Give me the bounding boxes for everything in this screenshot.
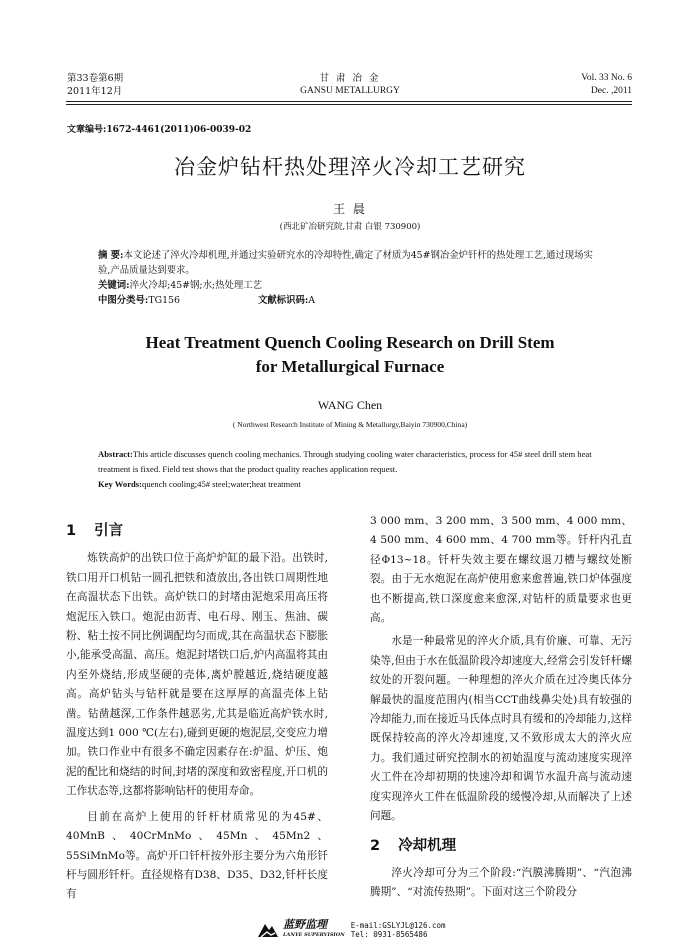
affiliation-en: ( Northwest Research Institute of Mining & Metallurgy,Baiyin 730900,China) <box>232 420 468 429</box>
abstract-cn-label: 摘 要: <box>98 250 124 261</box>
doc-code-label: 文献标识码: <box>257 295 309 306</box>
section-1-heading <box>66 522 328 541</box>
sponsor-name-en: LANYE SUPERVISION <box>283 932 345 938</box>
header-date-en: Dec. ,2011 <box>590 86 632 96</box>
body-column-left <box>66 512 328 905</box>
title-cn: 冶金炉钻杆热处理淬火冷却工艺研究 <box>174 155 526 179</box>
affiliation-cn: (西北矿冶研究院,甘肃 白银 730900) <box>279 222 421 232</box>
sponsor-logo-icon <box>257 921 279 939</box>
body-column-right <box>370 512 632 903</box>
paragraph-right-2: 水是一种最常见的淬火介质,具有价廉、可靠、无污染等,但由于水在低温阶段冷却速度大,经常会引发钎杆螺纹处的开裂问题。一种理想的淬火介质在过冷奥氏体分解最快的温度范围内(相当CCT曲线鼻尖处)具有较强的冷却能力,而在接近马氏体点时具有缓和的冷却能力,这样既保持较高的淬火冷却速度,又不致形成太大的淬火应力。我们通过研究控制水的初始温度与流动速度实现淬火工件在冷却初期的快速冷却和调节水温升高与流动速度实现淬火工件在低温阶段的缓慢冷却,从而解决了上述问题。 <box>370 635 632 823</box>
keywords-cn <box>98 278 600 293</box>
sponsor-name <box>283 919 345 941</box>
title-en-line2: for Metallurgical Furnace <box>255 357 445 376</box>
keywords-en-text: quench cooling;45# steel;water;heat treatment <box>142 479 301 489</box>
keywords-cn-text: 淬火冷却;45#钢;水;热处理工艺 <box>129 280 262 291</box>
abstract-cn-body <box>98 248 600 278</box>
header-date: 2011年12月 <box>67 86 123 97</box>
sponsor-tel: Tel: 0931-8565486 <box>350 930 428 939</box>
sponsor-email: E-mail:GSLYJL@126.com <box>350 921 446 930</box>
sponsor-contact <box>351 921 446 939</box>
class-label: 中图分类号: <box>98 295 149 306</box>
title-en-line1: Heat Treatment Quench Cooling Research on Drill Stem <box>145 333 555 352</box>
author-cn: 王 晨 <box>333 202 367 216</box>
section-2-number: 2 <box>370 837 381 854</box>
classification-line <box>98 293 600 308</box>
paragraph-right-3: 淬火冷却可分为三个阶段:“汽膜沸腾期”、“汽泡沸腾期”、“对流传热期”。下面对这三个阶段分 <box>370 866 632 899</box>
header-rule-bottom <box>66 104 632 105</box>
sponsor-name-cn: 蓝野监理 <box>283 918 327 931</box>
paragraph-left-2: 目前在高炉上使用的钎杆材质常见的为45#、40MnB、40CrMnMo、45Mn、45Mn2、55SiMnMo等。高炉开口钎杆按外形主要分为六角形钎杆与圆形钎杆。直径规格有D38、D35、D32,钎杆长度有 <box>66 810 328 901</box>
abstract-en-label: Abstract: <box>98 449 133 459</box>
footer-sponsor <box>257 920 446 940</box>
doc-code-value: A <box>308 295 316 306</box>
section-1-number: 1 <box>66 523 77 539</box>
header-right <box>540 72 632 98</box>
author-en: WANG Chen <box>317 398 383 412</box>
section-2-title: 冷却机理 <box>398 837 457 854</box>
abstract-cn-text: 本文论述了淬火冷却机理,并通过实验研究水的冷却特性,确定了材质为45#钢冶金炉钎杆的热处理工艺,通过现场实验,产品质量达到要求。 <box>98 250 593 276</box>
article-number: 文章编号:1672-4461(2011)06-0039-02 <box>67 125 252 135</box>
keywords-en <box>98 477 600 492</box>
paragraph-left-1: 炼铁高炉的出铁口位于高炉炉缸的最下沿。出铁时,铁口用开口机钻一圆孔把铁和渣放出,各出铁口周期性地在高温状态下出铁。高炉铁口的封堵由泥炮采用高压将炮泥压入铁口。炮泥由沥青、电石母、刚玉、焦油、碳粉、粘土按不同比例调配均匀而成,其在高温状态下膨胀小,能承受高温、高压。炮泥封堵铁口后,炉内高温将其由内至外烧结,形成坚硬的壳体,离炉膛越近,烧结硬度越高。高炉钻头与钻杆就是要在这厚厚的高温壳体上钻凿。钻凿越深,工作条件越恶劣,尤其是临近高炉铁水时,温度达到1 000 ℃(左右),碰到更硬的炮泥层,交变应力增加。铁口作业中有很多不确定因素存在:炉温、炉压、炮泥的配比和烧结的时间,封堵的深度和致密程度,开口机的工作状态等,这都将影响钻杆的使用寿命。 <box>66 552 328 798</box>
header-volume-en: Vol. 33 No. 6 <box>581 73 632 83</box>
header-rule-top <box>66 101 632 102</box>
keywords-cn-label: 关键词: <box>98 280 130 291</box>
header-volume: 第33卷第6期 <box>67 73 124 84</box>
abstract-en-text: This article discusses quench cooling mechanics. Through studying cooling water characteristics, process for 45# steel drill stem heat treatment is fixed. Field test shows that the product quality reaches application request. <box>98 449 592 474</box>
keywords-en-label: Key Words: <box>98 479 143 489</box>
abstract-cn <box>98 248 600 308</box>
journal-name-cn: 甘 肃 冶 金 <box>319 73 381 84</box>
abstract-en <box>98 447 600 492</box>
abstract-en-body <box>98 447 600 477</box>
section-2-heading <box>370 837 632 856</box>
paragraph-right-1: 3 000 mm、3 200 mm、3 500 mm、4 000 mm、4 500 mm、4 600 mm、4 700 mm等。钎杆内孔直径Φ13~18。钎杆失效主要在螺纹退刀槽与螺纹处断裂。由于无水炮泥在高炉使用愈来愈普遍,铁口炉体强度也不断提高,铁口深度愈来愈深,对钻杆的质量要求也更高。 <box>370 515 632 625</box>
class-value: TG156 <box>148 295 180 306</box>
section-1-title: 引言 <box>94 523 124 539</box>
journal-name-en: GANSU METALLURGY <box>300 86 400 96</box>
